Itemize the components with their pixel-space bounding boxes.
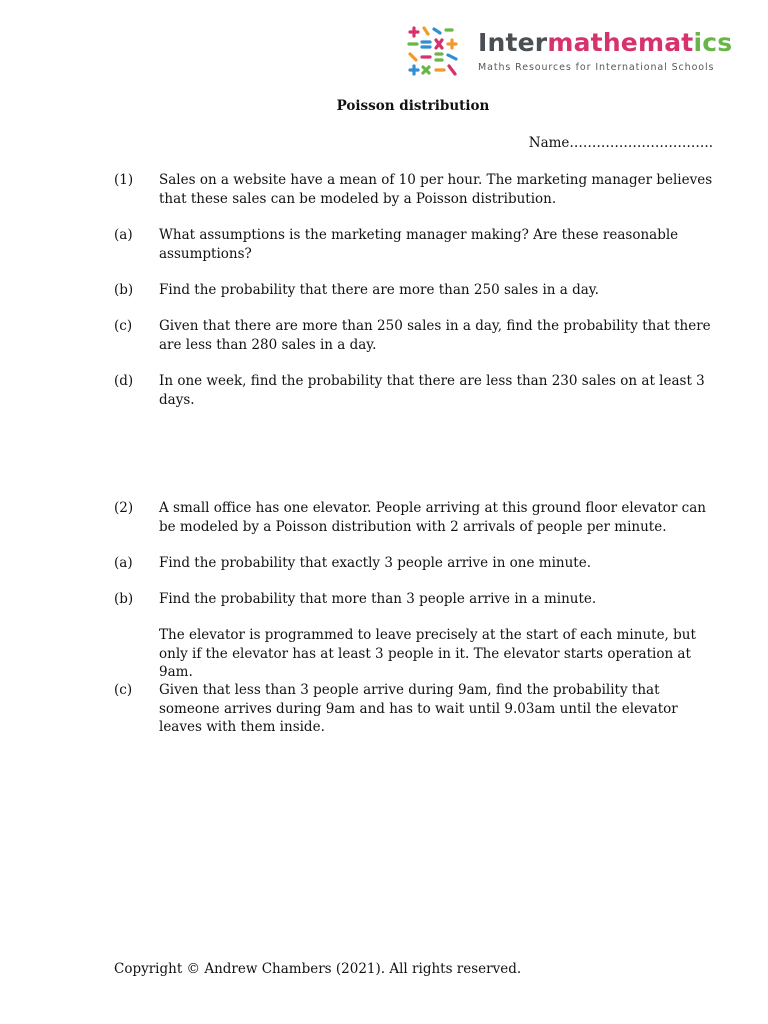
question-number: (c) (114, 318, 133, 334)
question-number: (a) (114, 227, 133, 243)
question-text: In one week, find the probability that there are less than 230 sales on at least 3 days. (159, 373, 705, 408)
question-text: Find the probability that more than 3 people arrive in a minute. (159, 591, 597, 607)
logo-tagline: Maths Resources for International Schools (478, 62, 715, 73)
question-number: (a) (114, 555, 133, 571)
name-field-label: Name………………………….. (528, 135, 713, 151)
question-text: Given that less than 3 people arrive during 9am, find the probability that someone arrives during 9am and has to wait until 9.03am until the elevator leaves with them inside. (159, 682, 678, 735)
question-text: The elevator is programmed to leave precisely at the start of each minute, but only if the elevator has at least 3 people in it. The elevator starts operation at 9am. (159, 627, 696, 680)
question-text: A small office has one elevator. People arriving at this ground floor elevator can be modeled by a Poisson distribution with 2 arrivals of people per minute. (159, 500, 706, 535)
question-number: (d) (114, 373, 134, 389)
question-text: Find the probability that there are more than 250 sales in a day. (159, 282, 599, 298)
question-text: Sales on a website have a mean of 10 per hour. The marketing manager believes that these sales can be modeled by a Poisson distribution. (159, 172, 713, 207)
question-number: (b) (114, 282, 134, 298)
question-text: What assumptions is the marketing manager making? Are these reasonable assumptions? (159, 227, 679, 262)
question-number: (c) (114, 682, 133, 698)
question-number: (2) (114, 500, 134, 516)
logo-symbols-icon (406, 24, 462, 80)
copyright-notice: Copyright © Andrew Chambers (2021). All rights reserved. (114, 961, 522, 977)
question-number: (b) (114, 591, 134, 607)
question-text: Given that there are more than 250 sales in a day, find the probability that there are less than 280 sales in a day. (159, 318, 711, 353)
question-text: Find the probability that exactly 3 people arrive in one minute. (159, 555, 591, 571)
intermathematics-logo (406, 24, 733, 80)
question-number: (1) (114, 172, 134, 188)
page-title: Poisson distribution (336, 98, 490, 114)
logo-wordmark: Intermathematics (478, 28, 733, 57)
